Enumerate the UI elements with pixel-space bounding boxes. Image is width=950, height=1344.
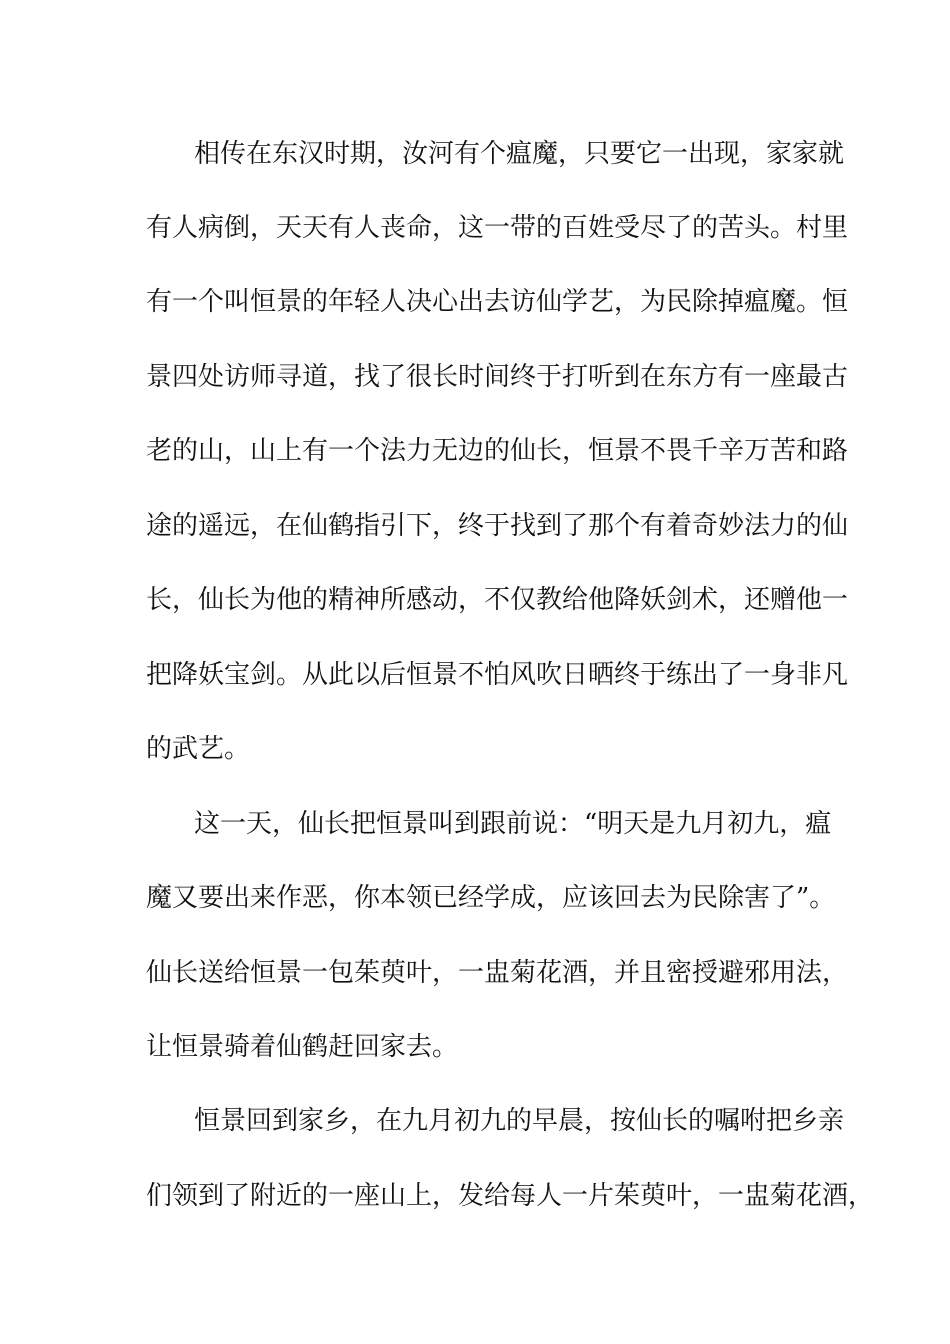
paragraph-1-line-8: 把降妖宝剑。从此以后恒景不怕风吹日晒终于练出了一身非凡 [146,660,849,690]
paragraph-1-line-1: 相传在东汉时期，汝河有个瘟魔，只要它一出现，家家就 [194,139,845,169]
paragraph-1-line-5: 老的山，山上有一个法力无边的仙长，恒景不畏千辛万苦和路 [146,436,849,466]
paragraph-1-line-9: 的武艺。 [146,734,251,764]
paragraph-1-line-4: 景四处访师寻道，找了很长时间终于打听到在东方有一座最古 [146,362,849,392]
paragraph-2-line-4: 让恒景骑着仙鹤赶回家去。 [146,1032,459,1062]
paragraph-3-line-2: 们领到了附近的一座山上，发给每人一片茱萸叶，一盅菊花酒， [146,1181,875,1211]
paragraph-2-line-3: 仙长送给恒景一包茱萸叶，一盅菊花酒，并且密授避邪用法， [146,958,849,988]
paragraph-1-line-7: 长，仙长为他的精神所感动，不仅教给他降妖剑术，还赠他一 [146,585,849,615]
paragraph-1-line-6: 途的遥远，在仙鹤指引下，终于找到了那个有着奇妙法力的仙 [146,511,849,541]
paragraph-2-line-2: 魔又要出来作恶，你本领已经学成，应该回去为民除害了”。 [146,883,836,913]
paragraph-1-line-2: 有人病倒，天天有人丧命，这一带的百姓受尽了的苦头。村里 [146,213,849,243]
paragraph-1-line-3: 有一个叫恒景的年轻人决心出去访仙学艺，为民除掉瘟魔。恒 [146,287,849,317]
paragraph-3-line-1: 恒景回到家乡，在九月初九的早晨，按仙长的嘱咐把乡亲 [194,1106,845,1136]
paragraph-2-line-1: 这一天，仙长把恒景叫到跟前说：“明天是九月初九，瘟 [194,809,832,839]
